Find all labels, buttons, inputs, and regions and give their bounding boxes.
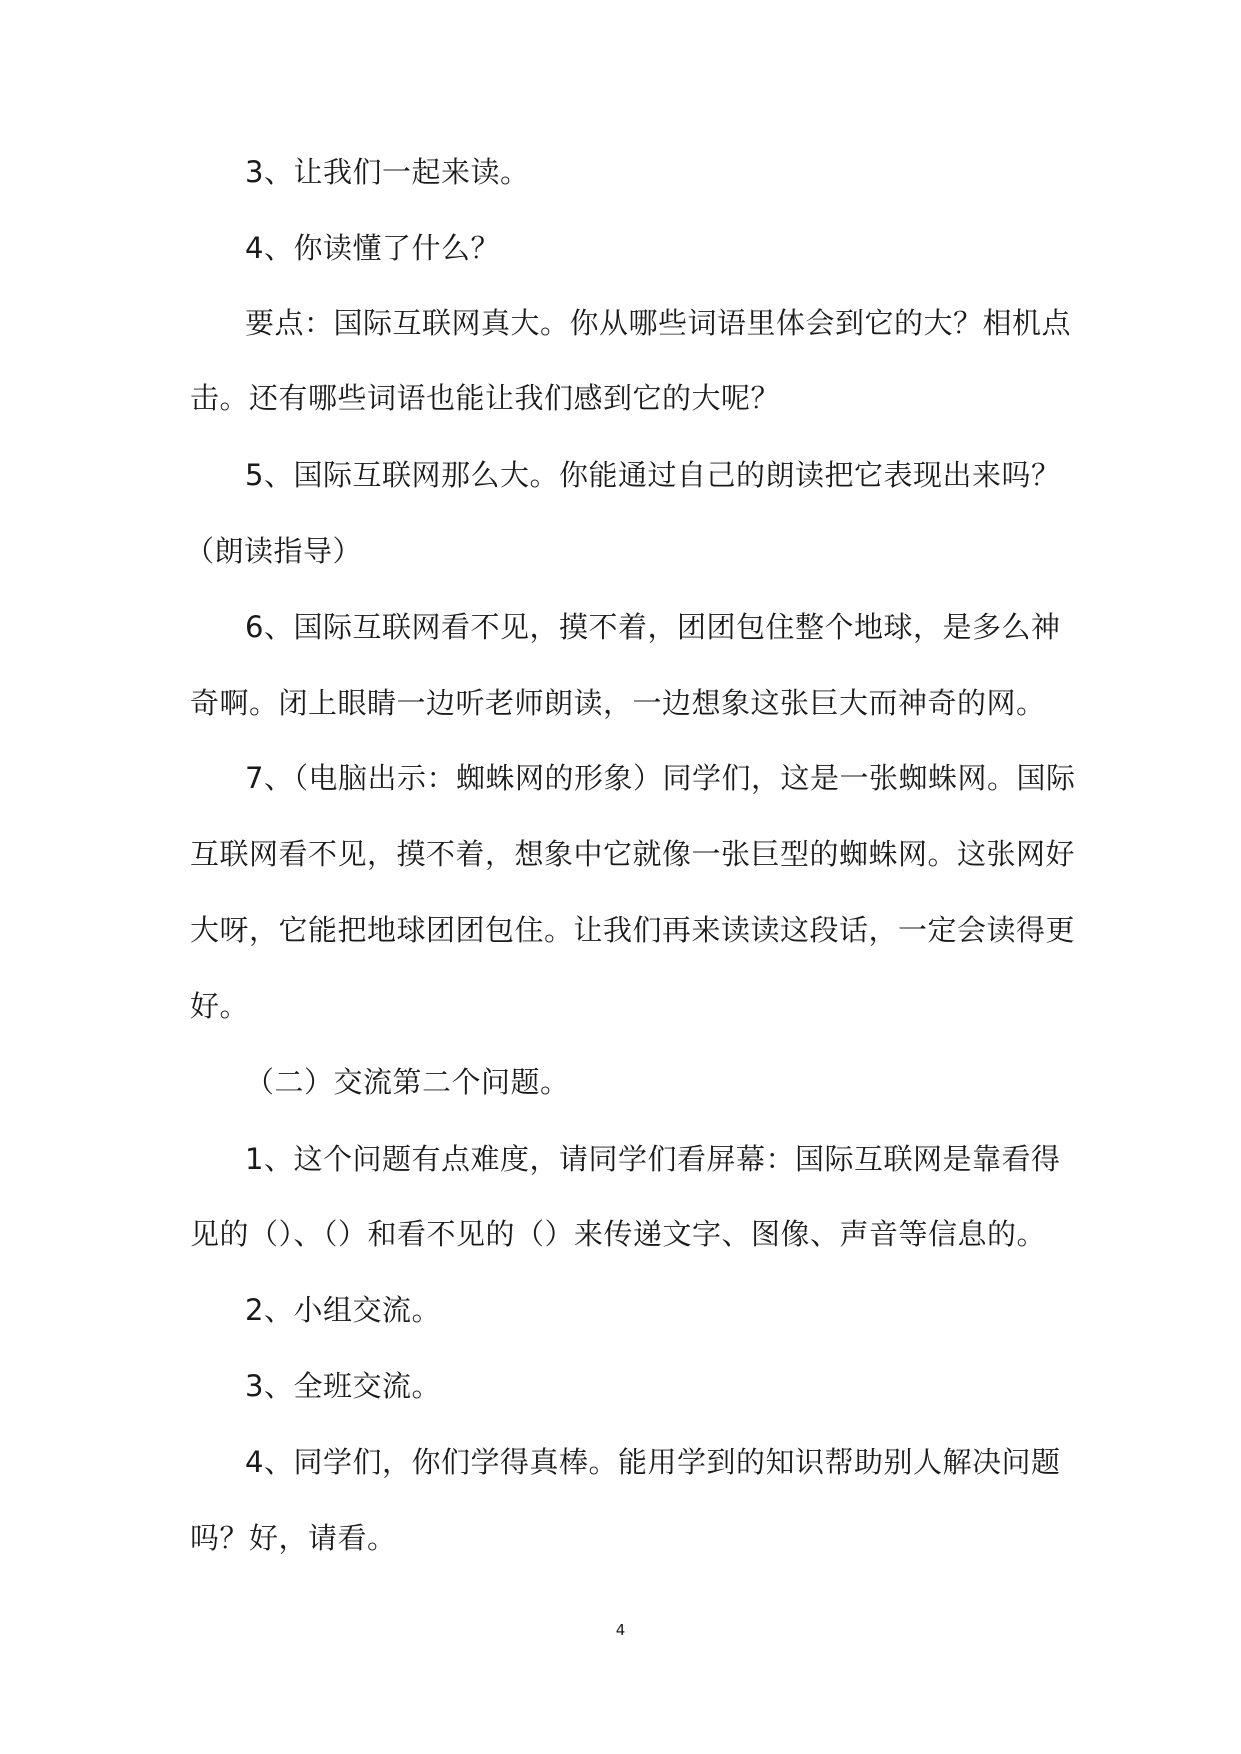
text-line-step7-cont1: 互联网看不见，摸不着，想象中它就像一张巨型的蜘蛛网。这张网好 — [190, 837, 1076, 871]
text-line-q2-step3: 3、全班交流。 — [245, 1369, 441, 1403]
text-line-step6: 6、国际互联网看不见，摸不着，团团包住整个地球，是多么神 — [245, 610, 1061, 644]
text-line-q2-step4-cont: 吗？好，请看。 — [190, 1521, 397, 1555]
text-line-q2-step1-cont: 见的（）、（）和看不见的（）来传递文字、图像、声音等信息的。 — [190, 1217, 1047, 1251]
text-line-step7-cont3: 好。 — [190, 989, 250, 1023]
text-line-keypoint: 要点：国际互联网真大。你从哪些词语里体会到它的大？相机点 — [245, 306, 1072, 340]
text-line-step7-cont2: 大呀，它能把地球团团包住。让我们再来读读这段话，一定会读得更 — [190, 913, 1076, 947]
text-line-step6-cont: 奇啊。闭上眼睛一边听老师朗读，一边想象这张巨大而神奇的网。 — [190, 686, 1046, 720]
text-line-step3: 3、让我们一起来读。 — [245, 155, 530, 189]
page-number: 4 — [615, 1621, 626, 1639]
text-line-step5: 5、国际互联网那么大。你能通过自己的朗读把它表现出来吗？ — [245, 458, 1061, 492]
text-line-q2-step2: 2、小组交流。 — [245, 1293, 441, 1327]
text-line-step7: 7、（电脑出示：蜘蛛网的形象）同学们，这是一张蜘蛛网。国际 — [245, 761, 1076, 795]
text-line-q2-step1: 1、这个问题有点难度，请同学们看屏幕：国际互联网是靠看得 — [245, 1142, 1061, 1176]
text-line-q2-step4: 4、同学们，你们学得真棒。能用学到的知识帮助别人解决问题 — [245, 1445, 1061, 1479]
section-heading-second-question: （二）交流第二个问题。 — [245, 1065, 570, 1099]
text-line-keypoint-cont: 击。还有哪些词语也能让我们感到它的大呢？ — [190, 381, 781, 415]
text-line-reading-guidance: （朗读指导） — [185, 534, 363, 568]
text-line-step4: 4、你读懂了什么？ — [245, 231, 500, 265]
